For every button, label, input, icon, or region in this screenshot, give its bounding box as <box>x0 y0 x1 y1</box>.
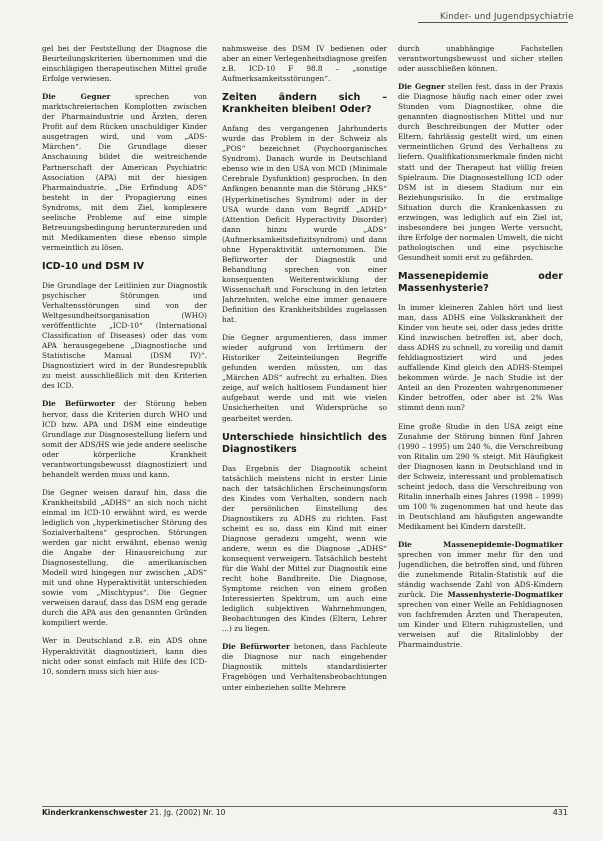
section-heading: ICD-10 und DSM IV <box>42 260 145 272</box>
paragraph: nahmsweise des DSM IV bedienen oder aber an einer Verlegenheitsdiagnose greifen z.B. ICD-10 F 98.8 – „sonstige Aufmerksamkeitsstörungen“. <box>222 44 387 84</box>
journal-issue: 21. Jg. (2002) Nr. 10 <box>149 808 226 817</box>
paragraph: Anfang des vergangenen Jahrhunderts wurde das Problem in der Schweiz als „POS“ bezeichnet (Psychoorganisches Syndrom). Danach wurde in Deutschland ebenso wie in den USA von MCD (Minimale Cerebrale Dysfunktion) gesprochen. In den Anfängen benannte man die Störung „HKS“ (Hyperkinetisches Syndrom) oder in der USA wurde dann vom Begriff „ADHD“ (Attention Deficit Hyperactivity Disorder) dann hinzu wurde „ADS“ (Aufmerksamkeitsdefizitsyndrom) und dann ohne Hyperaktivität unternommen. Die Befürworter der Diagnostik und Behandlung sprechen von einer konsequenten Weiterentwicklung der Wissenschaft und Forschung in den letzten Jahrzehnten, welche eine immer genauere Definition des Krankheitsbildes zugelassen hat. <box>222 124 387 325</box>
paragraph-text: sprechen von einer Welle an Fehldiagnosen von fachfremden Ärzten und Therapeuten, um Kinder und Eltern ruhigzustellen, und verweisen auf die Ritalinlobby der Pharmaindustrie. <box>398 600 563 650</box>
paragraph <box>398 82 563 263</box>
paragraph-text: sprechen von immer mehr für den und Jugendlichen, die betroffen sind, und führen die zunehmende Ritalin-Statistik auf die ständig wachsende Zahl von ADS-Kindern zurück. Die <box>398 550 563 600</box>
paragraph-text: sprechen von marktschreierischen Komplotten zwischen der Pharmaindustrie und Ärzten, deren Profit auf dem Rücken unschuldiger Kinder ausgetragen wird, und vom „ADS-Märchen“. Die Grundlage dieser Anschauung bildet die weitreichende Partnerschaft der American Psychiatric Association (APA) mit der hiesigen Pharmaindustrie. „Die Erfindung ADS“ besteht in der Propagierung eines Syndroms, mit dem Ziel, komplexere seelische Probleme auf eine simple Betreuungsbedingung herunterzureden und mit Medikamenten diese ebenso simple vermeintlich zu lösen. <box>42 92 207 252</box>
paragraph: durch unabhängige Fachstellen verantwortungsbewusst und sicher stellen oder ausschließen können. <box>398 44 563 74</box>
lead-term: Die Befürworter <box>42 399 115 409</box>
paragraph: Wer in Deutschland z.B. ein ADS ohne Hyperaktivität diagnostiziert, kann dies nicht oder sonst einfach mit Hilfe des ICD-10, sondern muss sich hier aus- <box>42 636 207 676</box>
footer-rule <box>42 806 568 807</box>
column-3 <box>398 44 563 789</box>
section-heading: Unterschiede hinsichtlich des Diagnostikers <box>222 431 387 455</box>
paragraph: Eine große Studie in den USA zeigt eine Zunahme der Störung binnen fünf Jahren (1990 – 1995) um 240 %, die Verschreibung von Ritalin um 290 % steigt. Mit Häufigkeit der Diagnosen kann in Deutschland und in der Schweiz, interessant und problematisch scheint jedoch, dass die Verschreibung von Ritalin innerhalb eines Jahres (1998 – 1999) um 100 % zugenommen hat und heute das in Deutschland am häufigsten angewandte Medikament bei Kindern darstellt. <box>398 421 563 531</box>
running-header: Kinder- und Jugendpsychiatrie <box>440 12 574 22</box>
paragraph: Das Ergebnis der Diagnostik scheint tatsächlich meistens nicht in erster Linie nach der tatsächlichen Erscheinungsform des Kindes vom Verhalten, sondern nach der persönlichen Einstellung des Diagnostikers zu ADHS zu richten. Fast scheint es so, dass ein Kind mit einer Diagnose geradezu umgeht, wenn wie andere, wenn es die Diagnose „ADHS“ konsequent verweigern. Tatsächlich besteht für die Wahl der Mittel zur Diagnostik eine recht hohe Bandbreite. Die Diagnose, Symptome reichen von einem großen Interessierten Spektrum, um auch eine lediglich subjektiven Wahrnehmungen, Beobachtungen des Kindes (Eltern, Lehrer ...) zu liegen. <box>222 463 387 634</box>
footer-journal <box>42 808 225 817</box>
header-rule <box>418 22 568 23</box>
paragraph: gel bei der Feststellung der Diagnose die Beurteilungskriterien übernommen und die einschlägigen therapeutischen Mittel große Erfolge verwiesen. <box>42 44 207 84</box>
column-2 <box>222 44 387 789</box>
section-heading: Massenepidemie oder Massenhysterie? <box>398 270 563 294</box>
paragraph-text: der Störung heben hervor, dass die Kriterien durch WHO und ICD bzw. APA und DSM eine eindeutige Grundlage zur Diagnosestellung liefern und somit der ADS/HS wie jede andere seelische oder körperliche Krankheit verantwortungsbewusst diagnostiziert und behandelt werden muss und kann. <box>42 399 207 479</box>
paragraph <box>222 642 387 692</box>
column-1 <box>42 44 207 789</box>
lead-term: Massenhysterie-Dogmatiker <box>447 590 563 600</box>
lead-term: Die Massenepidemie-Dogmatiker <box>398 540 563 550</box>
paragraph: Die Gegner weisen darauf hin, dass die Krankheitsbild „ADHS“ an sich noch nicht einmal im ICD-10 erwähnt wird, es werde lediglich von „hyperkinetischer Störung des Sozialverhaltens“ gesprochen. Störungen werden gar nicht erwähnt, ebenso wenig die Angabe der Hinausreichung zur Diagnosestellung, die amerikanischen Modell wird hingegen nur zwischen „ADS“ mit und ohne Hyperaktivität unterschieden sowie vom „Mischtypus“. Die Gegner verweisen darauf, dass das DSM eng gerade durch die APA aus den genannten Gründen kompiliert werde. <box>42 487 207 628</box>
lead-term: Die Befürworter <box>222 642 290 652</box>
section-heading: Zeiten ändern sich – Krankheiten bleiben! Oder? <box>222 92 387 116</box>
lead-term: Die Gegner <box>42 92 111 102</box>
paragraph: Die Grundlage der Leitlinien zur Diagnostik psychischer Störungen und Verhaltensstörungen sind von der Weltgesundheitsorganisation (WHO) veröffentlichte „ICD-10“ (International Classification of Diseases) oder das vom APA herausgegebene „Diagnostische und Statistische Manual (DSM IV)“. Diagnostiziert wird in der Bundesrepublik zu meist ausschließlich mit den Kriterien des ICD. <box>42 280 207 391</box>
paragraph: In immer kleineren Zahlen hört und liest man, dass ADHS eine Volkskrankheit der Kinder von heute sei, oder dass jedes dritte Kind inzwischen betroffen ist, aber doch, dass ADHS zu schnell, zu voreilig und damit fehldiagnostiziert wird und jedes auffallende Kind gleich den ADHS-Stempel bekommen würde. Je nach Studie ist der Anteil an den Prozenten wahrgenommener Kinder betroffen, oder aber ist 2% Was stimmt denn nun? <box>398 302 563 413</box>
page-number: 431 <box>552 808 568 817</box>
paragraph-text: stellen fest, dass in der Praxis die Diagnose häufig nach einer oder zwei Stunden vom Diagnostiker, ohne die genannten diagnostischen Mittel und nur durch Beschreibungen der Mutter oder Eltern, fahrlässig gestellt wird, um einen vermeintlichen Grund des Verhaltens zu liefern. Qualifikationsmerkmale finden nicht statt und der Therapeut hat völlig freien Spielraum. Die Diagnosestellung ICD oder DSM ist in diesem Stadium nur ein Beziehungsrisiko. In die erstmalige Situation durch die Krankenkassen zu erzwingen, was lediglich auf ein Ziel ist, insbesondere bei jungen Werte versucht, ihre Erfolge der normalen Umwelt, die nicht pathologischen und eine psychische Gesundheit somit erst zu gefährden. <box>398 82 563 262</box>
paragraph <box>42 92 207 253</box>
journal-name: Kinderkrankenschwester <box>42 808 148 817</box>
paragraph <box>42 399 207 479</box>
paragraph <box>398 540 563 651</box>
lead-term: Die Gegner <box>398 82 445 92</box>
paragraph: Die Gegner argumentieren, dass immer wieder aufgrund von Irrtümern der Historiker Zeiteinteilungen Begriffe gefunden werden müssten, um das „Märchen ADS“ aufrecht zu erhalten. Dies zeige, auf welch haltlosem Fundament hier aufgebaut werde und mit wie vielen Unsicherheiten und Widersprüche so gearbeitet werden. <box>222 333 387 423</box>
paragraph-text: betonen, dass Fachleute die Diagnose nur nach eingehender Diagnostik mittels standardisierter Fragebögen und Verhaltensbeobachtungen unter einbeziehen sollte Mehrere <box>222 642 387 692</box>
